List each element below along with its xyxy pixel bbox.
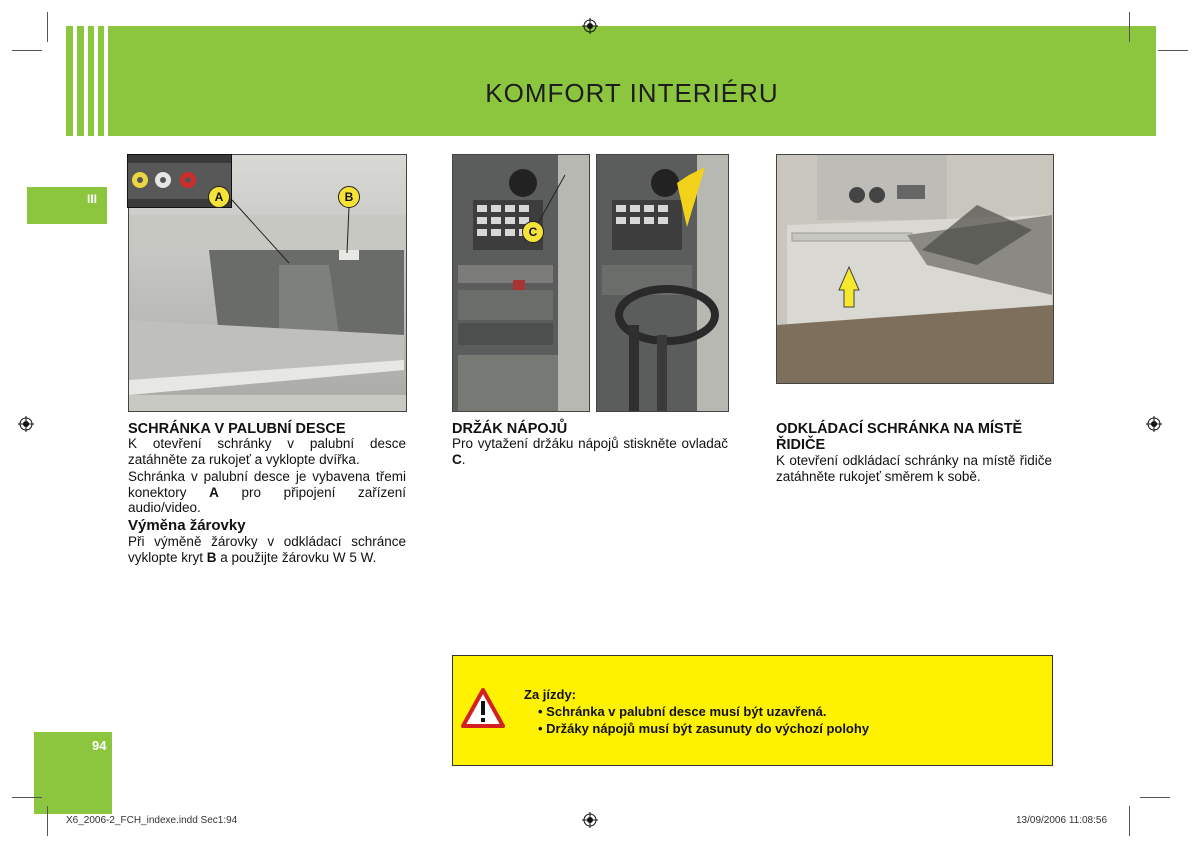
crop-mark	[1158, 50, 1188, 51]
warning-item-2: • Držáky nápojů musí být zasunuty do výchozí polohy	[538, 721, 870, 736]
warning-box	[452, 655, 1053, 766]
warning-triangle-icon	[461, 688, 505, 728]
crop-mark	[47, 12, 48, 42]
glovebox-text-1: K otevření schránky v palubní desce zatáhněte za rukojeť a vyklopte dvířka.	[128, 436, 406, 467]
warning-item-1: • Schránka v palubní desce musí být uzavřená.	[538, 704, 827, 719]
cupholder-text: Pro vytažení držáku nápojů stiskněte ovladač C.	[452, 436, 728, 467]
driver-storage-photo	[776, 154, 1054, 384]
footer-date: 13/09/2006 11:08:56	[1016, 815, 1108, 826]
page-title: KOMFORT INTERIÉRU	[485, 78, 779, 108]
callout-a: A	[208, 186, 230, 208]
callout-c: C	[522, 221, 544, 243]
registration-mark-icon	[18, 416, 34, 432]
callout-b: B	[338, 186, 360, 208]
registration-mark-icon	[582, 812, 598, 828]
cupholder-heading: DRŽÁK NÁPOJŮ	[452, 421, 568, 437]
driver-storage-text: K otevření odkládací schránky na místě řidiče zatáhněte rukojeť směrem k sobě.	[776, 453, 1052, 484]
glovebox-text-2: Schránka v palubní desce je vybavena třemi konektory A pro připojení zařízení audio/video.	[128, 469, 407, 515]
crop-mark	[12, 797, 42, 798]
crop-mark	[1129, 12, 1130, 42]
footer-file-info: X6_2006-2_FCH_indexe.indd Sec1:94	[66, 815, 238, 826]
crop-mark	[12, 50, 42, 51]
header-stripe	[98, 26, 104, 136]
crop-mark	[47, 806, 48, 836]
cupholder-open-photo	[596, 154, 729, 412]
registration-mark-icon	[1146, 416, 1162, 432]
header-stripe	[88, 26, 94, 136]
header-stripe	[66, 26, 73, 136]
crop-mark	[1129, 806, 1130, 836]
glovebox-text-3: Při výměně žárovky v odkládací schránce vyklopte kryt B a použijte žárovku W 5 W.	[128, 534, 406, 565]
page-number: 94	[92, 738, 107, 753]
crop-mark	[1140, 797, 1170, 798]
driver-storage-heading: ODKLÁDACÍ SCHRÁNKA NA MÍSTĚ ŘIDIČE	[776, 421, 1023, 453]
cupholder-closed-photo	[452, 154, 590, 412]
glovebox-heading: SCHRÁNKA V PALUBNÍ DESCE	[128, 421, 346, 437]
warning-heading: Za jízdy:	[524, 687, 577, 702]
header-stripe	[77, 26, 84, 136]
registration-mark-icon	[582, 18, 598, 34]
chapter-label: III	[87, 192, 98, 206]
bulb-replacement-heading: Výměna žárovky	[128, 517, 246, 534]
